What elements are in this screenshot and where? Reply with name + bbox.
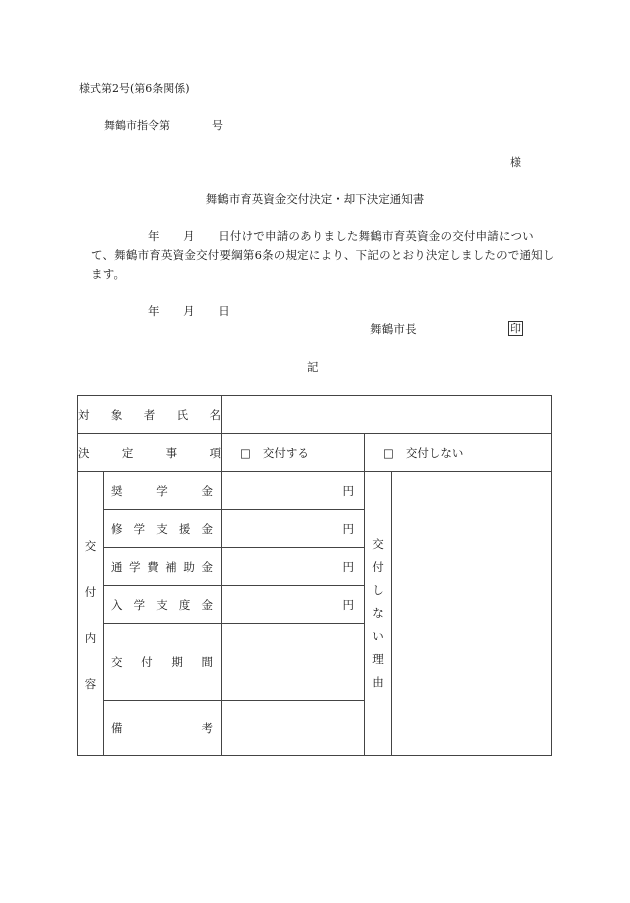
decision-label: 決 定 事 項 [78, 445, 221, 460]
remarks-field[interactable] [222, 701, 365, 756]
target-name-field[interactable] [222, 396, 552, 434]
recipient-honorific: 様 [510, 156, 521, 169]
reject-reason-field[interactable] [392, 472, 552, 756]
seal-mark: 印 [510, 322, 521, 335]
body-line-3: ます。 [91, 267, 126, 281]
grant-option[interactable] [222, 434, 365, 472]
row-label-remarks: 備 考 [104, 701, 222, 756]
row-label-enrollment-prep: 入 学 支 度 金 [104, 586, 222, 624]
reference-number-suffix: 号 [212, 119, 223, 132]
amount-scholarship[interactable]: 円 [222, 472, 365, 510]
form-id: 様式第2号(第6条関係) [79, 82, 190, 95]
reject-reason-label: 交 付 し な い 理 由 [365, 472, 392, 756]
body-line-2: て、舞鶴市育英資金交付要綱第6条の規定により、下記のとおり決定しましたので通知し [91, 248, 555, 262]
row-label-study-support: 修 学 支 援 金 [104, 510, 222, 548]
body-line-1: 年 月 日付けで申請のありました舞鶴市育英資金の交付申請につい [148, 229, 534, 243]
row-label-grant-period: 交 付 期 間 [104, 624, 222, 701]
reference-number [104, 120, 223, 131]
reject-option[interactable] [365, 434, 552, 472]
grant-option-label: 交付する [262, 445, 309, 460]
decision-table [77, 395, 552, 756]
grant-checkbox[interactable]: □ [240, 445, 251, 460]
reject-checkbox[interactable]: □ [383, 445, 394, 460]
issuer-name: 舞鶴市長 [370, 322, 417, 336]
amount-study-support[interactable]: 円 [222, 510, 365, 548]
row-label-scholarship: 奨 学 金 [104, 472, 222, 510]
reject-option-label: 交付しない [405, 445, 464, 460]
target-name-label: 対 象 者 氏 名 [78, 407, 221, 422]
reference-number-prefix: 舞鶴市指令第 [104, 119, 170, 132]
amount-enrollment-prep[interactable]: 円 [222, 586, 365, 624]
document-title: 舞鶴市育英資金交付決定・却下決定通知書 [205, 192, 425, 206]
grant-period-field[interactable] [222, 624, 365, 701]
seal-box [508, 321, 523, 336]
target-name-label-cell [78, 396, 222, 434]
amount-commute-subsidy[interactable]: 円 [222, 548, 365, 586]
grant-content-label: 交 付 内 容 [78, 472, 104, 756]
issue-date: 年 月 日 [148, 304, 230, 318]
decision-label-cell [78, 434, 222, 472]
row-label-commute-subsidy: 通 学 費 補 助 金 [104, 548, 222, 586]
ki-heading: 記 [307, 360, 319, 374]
